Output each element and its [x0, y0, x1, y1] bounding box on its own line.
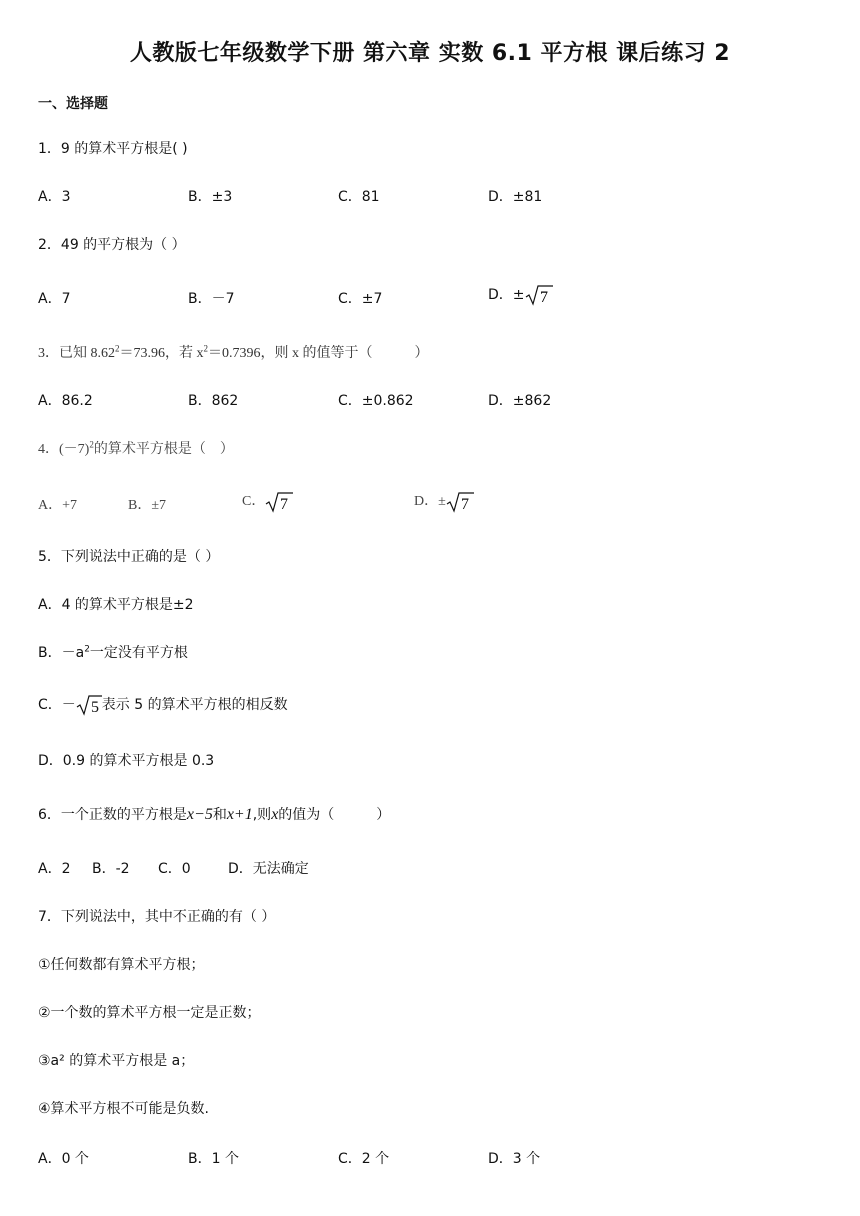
question-3-stem [38, 342, 429, 362]
q4-option-a: A．+7 [38, 498, 78, 513]
q2-option-d [488, 284, 553, 306]
q3-stem-part-1: 3．已知 8.62 [38, 346, 115, 361]
q3-exponent-2: 2 [203, 343, 208, 354]
q5-option-c-part-2: 表示 5 的算术平方根的相反数 [101, 697, 288, 713]
section-heading: 一、选择题 [38, 96, 108, 112]
q2-option-a: A．7 [38, 291, 71, 307]
question-1-stem: 1．9 的算术平方根是( ) [38, 141, 188, 157]
q6-option-b: B．-2 [92, 861, 130, 877]
q4-option-c-prefix: C． [242, 494, 266, 509]
q2-option-d-prefix: D．± [488, 287, 525, 303]
q4-option-d-prefix: D．± [414, 494, 446, 509]
sqrt-symbol [446, 491, 474, 513]
q4-option-d-radicand: 7 [460, 495, 469, 513]
q2-option-c: C．±7 [338, 291, 383, 307]
q6-stem-part-1: 6．一个正数的平方根是 [38, 807, 187, 823]
q5-option-b-exponent: 2 [84, 644, 90, 655]
q5-option-c-radicand: 5 [90, 699, 99, 716]
q7-statement-3: ③a² 的算术平方根是 a； [38, 1053, 195, 1069]
q6-stem-part-4: 的值为（ ） [278, 807, 391, 823]
q6-variable: x [271, 806, 279, 823]
question-5-stem: 5．下列说法中正确的是（ ） [38, 549, 220, 565]
q2-option-d-radicand: 7 [539, 289, 548, 306]
q5-option-b [38, 642, 188, 662]
q4-option-c [242, 490, 293, 513]
q7-statement-1: ①任何数都有算术平方根； [38, 957, 205, 973]
q4-option-d [414, 490, 474, 513]
q6-expression-1: x−5 [186, 806, 213, 823]
q3-stem-part-3: ＝0.7396，则 x 的值等于（ ） [208, 346, 429, 361]
q1-option-d: D．±81 [488, 189, 543, 205]
page-title: 人教版七年级数学下册 第六章 实数 6.1 平方根 课后练习 2 [129, 41, 731, 66]
q7-statement-4: ④算术平方根不可能是负数. [38, 1101, 210, 1117]
q6-option-c: C．0 [158, 861, 191, 877]
q1-option-b: B．±3 [188, 189, 233, 205]
q3-option-c: C．±0.862 [338, 393, 414, 409]
q7-statement-2: ②一个数的算术平方根一定是正数； [38, 1005, 261, 1021]
q1-option-a: A．3 [38, 189, 71, 205]
q2-option-b: B．－7 [188, 291, 235, 307]
q6-option-d: D．无法确定 [228, 861, 309, 877]
q6-expression-2: x+1 [226, 806, 253, 823]
sqrt-symbol [525, 284, 553, 306]
q4-exponent: 2 [89, 439, 94, 450]
q3-option-a-text: A．86.2 [38, 393, 93, 409]
q5-option-d: D．0.9 的算术平方根是 0.3 [38, 753, 215, 769]
q4-stem-part-2: 的算术平方根是（ ） [93, 442, 234, 457]
q3-option-b: B．862 [188, 393, 239, 409]
q4-option-b: B．±7 [128, 498, 167, 513]
q5-option-b-part-2: 一定没有平方根 [89, 645, 188, 661]
sqrt-symbol [76, 694, 102, 716]
q6-stem-part-3: ,则 [252, 807, 272, 823]
question-2-stem: 2．49 的平方根为（ ） [38, 237, 186, 253]
q5-option-a: A．4 的算术平方根是±2 [38, 597, 194, 613]
q3-stem-part-2: ＝73.96，若 x [119, 346, 204, 361]
question-7-stem: 7．下列说法中，其中不正确的有（ ） [38, 909, 276, 925]
q5-option-c [38, 694, 288, 716]
question-4-stem [38, 438, 234, 458]
q6-stem-part-2: 和 [212, 807, 227, 823]
q7-option-a: A．0 个 [38, 1151, 89, 1167]
q4-option-c-radicand: 7 [280, 495, 289, 513]
q7-option-d: D．3 个 [488, 1151, 541, 1167]
q1-option-c: C．81 [338, 189, 380, 205]
q7-option-b: B．1 个 [188, 1151, 239, 1167]
q5-option-b-part-1: B．－a [38, 645, 85, 661]
q3-option-a [38, 390, 93, 410]
q6-option-a: A．2 [38, 861, 71, 877]
q7-option-c: C．2 个 [338, 1151, 390, 1167]
q5-option-c-part-1: C．－ [38, 697, 76, 713]
question-6-stem [38, 804, 390, 824]
q4-stem-part-1: 4．(－7) [38, 442, 90, 457]
q3-exponent-1: 2 [115, 343, 120, 354]
sqrt-symbol [265, 491, 293, 513]
q3-option-d: D．±862 [488, 393, 552, 409]
